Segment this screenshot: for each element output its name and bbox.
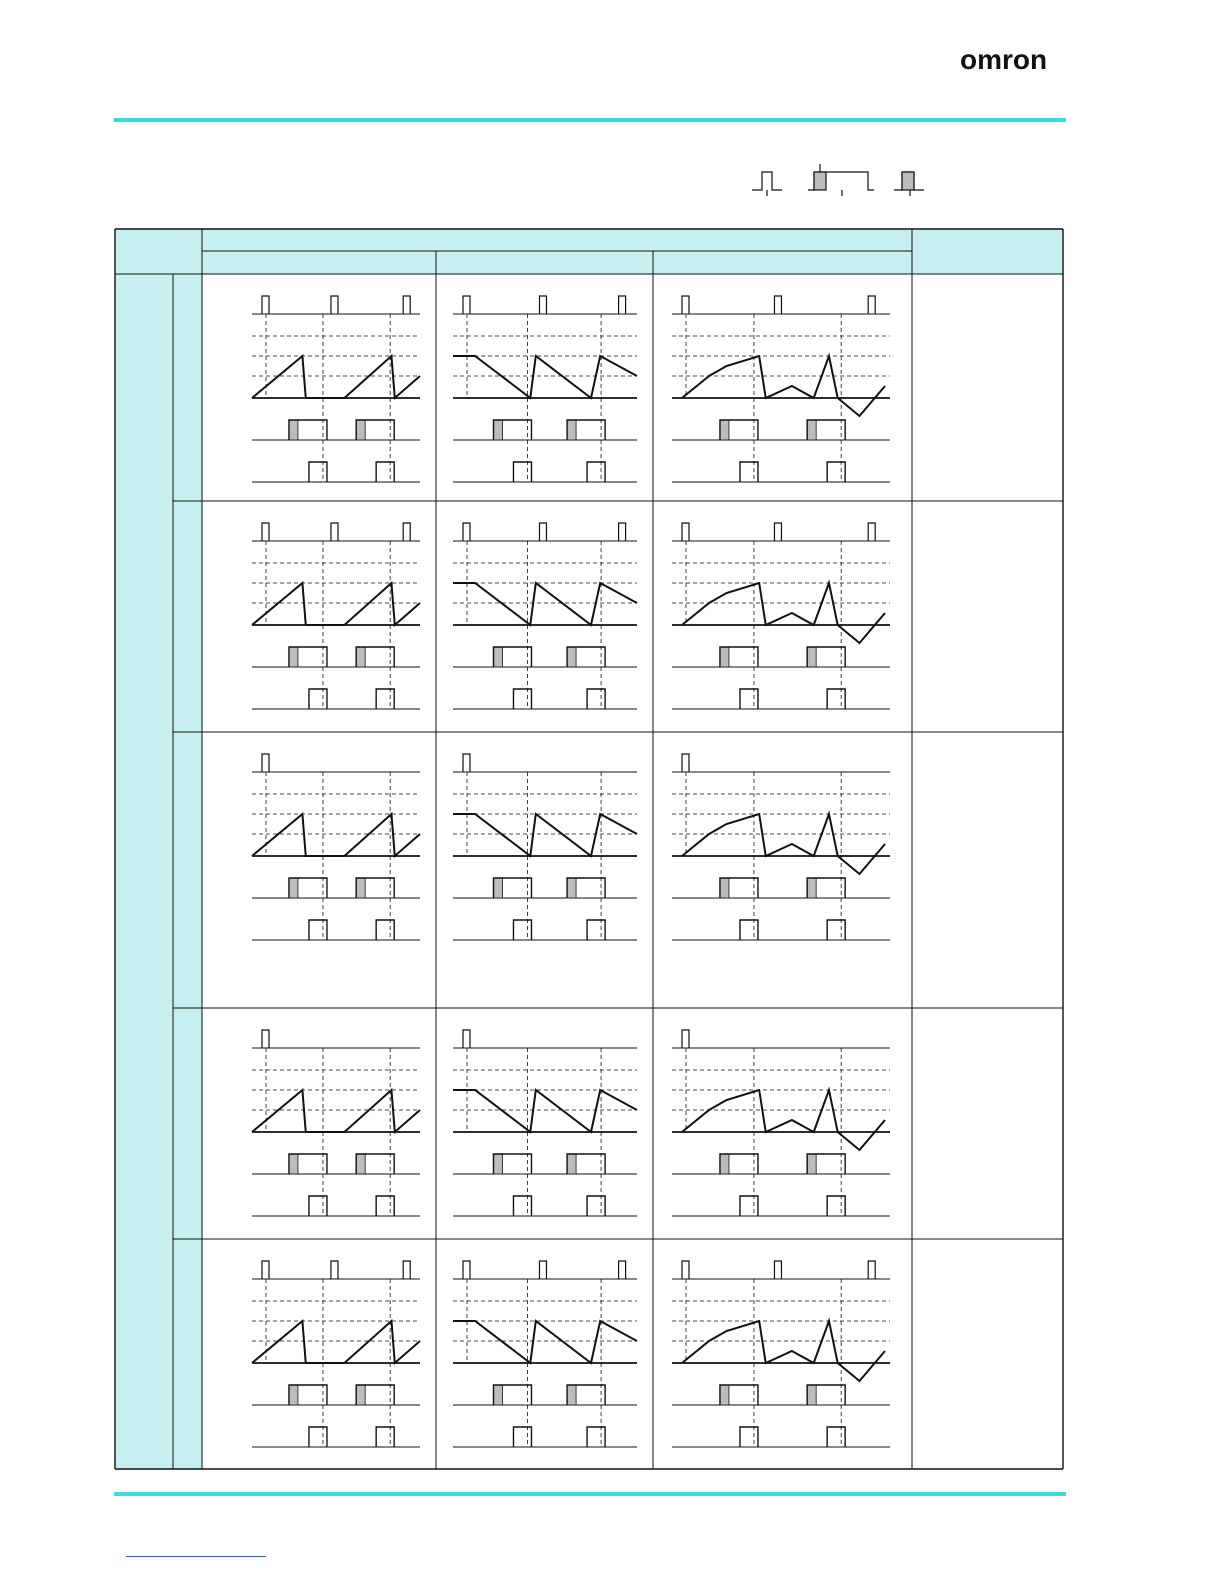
output-b-pulse-2 [587,1196,605,1216]
input-pulse-1 [262,296,269,314]
input-pulse-3 [868,523,875,541]
output-b-pulse-1 [513,1427,531,1447]
timer-block-1 [720,878,729,898]
input-pulse-1 [262,1030,269,1048]
output-b-pulse-2 [376,920,394,940]
output-b-pulse-1 [309,1196,327,1216]
input-pulse-2 [774,296,781,314]
output-b-pulse-1 [740,920,758,940]
analog-waveform [682,356,885,416]
footer-link-underline[interactable] [126,1556,266,1557]
output-b-pulse-2 [587,920,605,940]
output-b-pulse-2 [827,920,845,940]
input-pulse-3 [868,1261,875,1279]
timer-block-1 [720,647,729,667]
analog-waveform [453,356,637,398]
input-pulse-3 [403,1261,410,1279]
timer-block-2 [567,1154,576,1174]
output-b-pulse-1 [513,462,531,482]
output-b-pulse-1 [513,689,531,709]
output-b-pulse-1 [309,1427,327,1447]
timer-block-2 [567,878,576,898]
output-b-pulse-2 [376,1196,394,1216]
input-pulse-2 [331,1261,338,1279]
timer-block-2 [356,1385,365,1405]
timer-block-1 [720,1385,729,1405]
timer-block-2 [567,1385,576,1405]
output-b-pulse-1 [513,1196,531,1216]
timer-block-1 [289,1154,298,1174]
timer-block-1 [289,647,298,667]
row-header-shade [115,274,202,1469]
timer-block-1 [493,1154,502,1174]
timer-block-2 [567,647,576,667]
input-pulse-3 [619,296,626,314]
timer-block-1 [289,420,298,440]
analog-waveform [252,814,420,856]
input-pulse-2 [774,1261,781,1279]
timer-block-1 [493,420,502,440]
analog-waveform [682,583,885,643]
output-b-pulse-1 [309,920,327,940]
input-pulse-1 [463,1030,470,1048]
input-pulse-1 [682,1261,689,1279]
input-pulse-1 [463,754,470,772]
timer-block-2 [807,647,816,667]
output-b-pulse-1 [309,462,327,482]
omron-logo-text: omron [960,44,1048,74]
input-pulse-1 [262,523,269,541]
output-b-pulse-1 [740,1427,758,1447]
timer-block-2 [807,878,816,898]
output-b-pulse-2 [827,462,845,482]
analog-waveform [252,356,420,398]
analog-waveform [252,1090,420,1132]
output-b-pulse-2 [587,1427,605,1447]
input-pulse-3 [619,523,626,541]
input-pulse-3 [403,523,410,541]
input-pulse-1 [682,754,689,772]
analog-waveform [453,1090,637,1132]
timer-block-2 [807,1154,816,1174]
input-pulse-3 [619,1261,626,1279]
input-pulse-1 [682,296,689,314]
output-b-pulse-1 [513,920,531,940]
timer-block-2 [356,647,365,667]
timer-block-1 [720,1154,729,1174]
timer-block-1 [493,878,502,898]
input-pulse-2 [331,523,338,541]
input-pulse-1 [463,523,470,541]
output-b-pulse-2 [827,1427,845,1447]
input-pulse-2 [539,296,546,314]
timer-block-1 [289,1385,298,1405]
output-b-pulse-2 [827,1196,845,1216]
output-b-pulse-2 [587,689,605,709]
input-pulse-3 [868,296,875,314]
analog-waveform [252,1321,420,1363]
timer-block-2 [356,420,365,440]
timer-block-1 [289,878,298,898]
output-b-pulse-2 [376,1427,394,1447]
input-pulse-1 [463,1261,470,1279]
input-pulse-2 [774,523,781,541]
input-pulse-1 [463,296,470,314]
input-pulse-1 [262,1261,269,1279]
bottom-accent-rule [114,1492,1066,1496]
timer-block-1 [493,1385,502,1405]
analog-waveform [682,814,885,874]
timer-block-2 [567,420,576,440]
input-pulse-2 [539,1261,546,1279]
output-b-pulse-2 [376,689,394,709]
input-pulse-2 [331,296,338,314]
timer-block-2 [356,1154,365,1174]
output-b-pulse-1 [740,462,758,482]
analog-waveform [682,1321,885,1381]
input-pulse-2 [539,523,546,541]
input-pulse-1 [682,523,689,541]
timer-block-1 [493,647,502,667]
timer-block-1 [720,420,729,440]
timer-block-2 [807,1385,816,1405]
output-b-pulse-2 [376,462,394,482]
analog-waveform [252,583,420,625]
input-pulse-3 [403,296,410,314]
analog-waveform [453,583,637,625]
timer-block-2 [356,878,365,898]
output-b-pulse-1 [309,689,327,709]
output-b-pulse-2 [827,689,845,709]
analog-waveform [453,814,637,856]
input-pulse-1 [682,1030,689,1048]
output-b-pulse-1 [740,689,758,709]
analog-waveform [682,1090,885,1150]
timer-block-2 [807,420,816,440]
analog-waveform [453,1321,637,1363]
input-pulse-1 [262,754,269,772]
output-b-pulse-1 [740,1196,758,1216]
output-b-pulse-2 [587,462,605,482]
